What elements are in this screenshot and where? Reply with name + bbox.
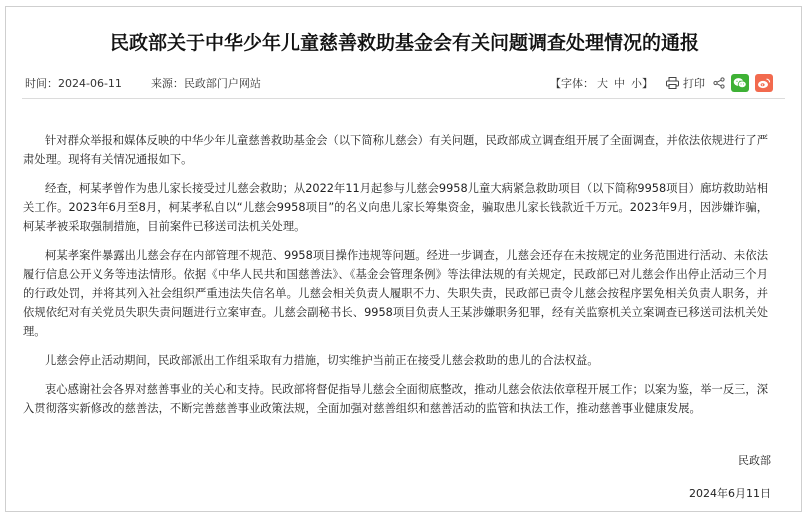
source-label: 来源： — [150, 77, 184, 90]
print-button[interactable] — [666, 75, 705, 91]
page-title: 民政部关于中华少年儿童慈善救助基金会有关问题调查处理情况的通报 — [109, 32, 699, 54]
weibo-share-button[interactable] — [755, 74, 773, 92]
share-button[interactable] — [713, 77, 731, 89]
paragraph-5: 衷心感谢社会各界对慈善事业的关心和支持。民政部将督促指导儿慈会全面彻底整改，推动儿慈会依法依章程开展工作；以案为鉴，举一反三，深入贯彻落实新修改的慈善法，不断完善慈善事业政策法规，全面加强对慈善组织和慈善活动的监管和执法工作，推动慈善事业健康发展。 — [23, 383, 769, 415]
paragraph-1: 针对群众举报和媒体反映的中华少年儿童慈善救助基金会（以下简称儿慈会）有关问题，民政部成立调查组开展了全面调查，并依法依规进行了严肃处理。现将有关情况通报如下。 — [23, 134, 769, 166]
font-medium-button[interactable]: 中 — [614, 77, 625, 90]
time-label: 时间： — [25, 77, 58, 90]
sign-date: 2024年6月11日 — [689, 487, 771, 500]
print-label: 打印 — [683, 77, 705, 90]
font-size-selector — [550, 75, 656, 91]
font-small-button[interactable]: 小】 — [631, 77, 653, 90]
printer-icon — [666, 77, 679, 89]
article-body — [23, 131, 768, 428]
wechat-share-button[interactable] — [731, 74, 749, 92]
article-toolbar — [550, 72, 773, 94]
paragraph-2: 经查，柯某孝曾作为患儿家长接受过儿慈会救助；从2022年11月起参与儿慈会9958儿童大病紧急救助项目（以下简称9958项目）廊坊救助站相关工作。2023年6月至8月，柯某孝私自以“儿慈会9958项目”的名义向患儿家长筹集资金，骗取患儿家长钱款近千万元。2023年9月，因涉嫌诈骗，柯某孝被采取强制措施，目前案件已移送司法机关处理。 — [23, 182, 768, 233]
font-size-label: 【字体： — [550, 77, 594, 90]
font-large-button[interactable]: 大 — [597, 77, 608, 90]
paragraph-4: 儿慈会停止活动期间，民政部派出工作组采取有力措施，切实维护当前正在接受儿慈会救助的患儿的合法权益。 — [45, 354, 599, 367]
header-divider — [22, 98, 785, 99]
wechat-icon — [733, 77, 747, 89]
paragraph-3: 柯某孝案件暴露出儿慈会存在内部管理不规范、9958项目操作违规等问题。经进一步调查，儿慈会还存在未按规定的业务范围进行活动、未依法履行信息公开义务等违法情形。依据《中华人民共和国慈善法》、《基金会管理条例》等法律法规的有关规定，民政部已对儿慈会作出停止活动三个月的行政处罚，并将其列入社会组织严重违法失信名单。儿慈会相关负责人履职不力、失职失责，民政部已责令儿慈会按程序罢免相关负责人职务，并依规依纪对有关党员失职失责问题进行立案审查。儿慈会副秘书长、9958项目负责人王某涉嫌职务犯罪，经有关监察机关立案调查已移送司法机关处理。 — [23, 249, 768, 338]
publish-time: 2024-06-11 — [58, 77, 122, 90]
weibo-icon — [757, 77, 771, 89]
signature: 民政部 — [738, 454, 771, 467]
article-source: 民政部门户网站 — [183, 77, 261, 90]
share-icon — [713, 77, 725, 89]
article-meta — [25, 75, 261, 91]
